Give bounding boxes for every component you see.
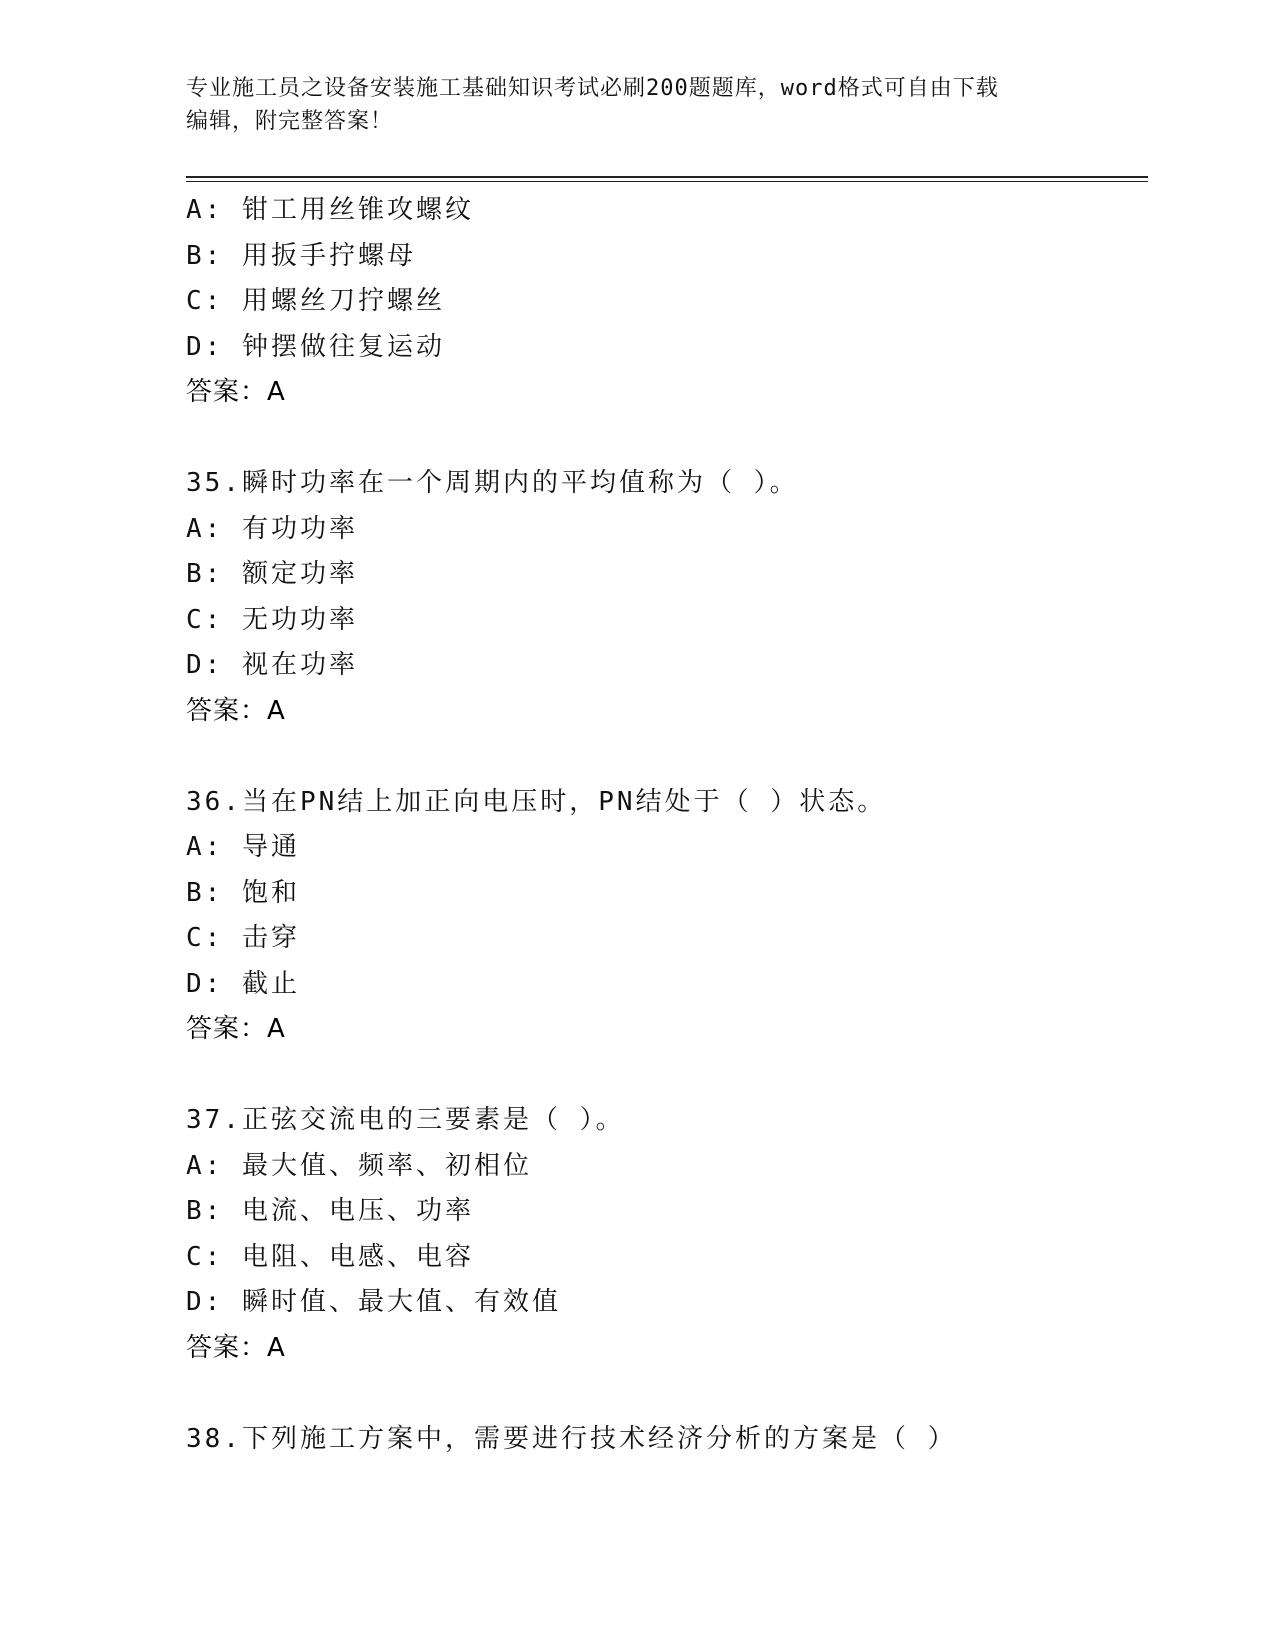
- option-d: D: 钟摆做往复运动: [186, 331, 445, 362]
- option-b: B: 用扳手拧螺母: [186, 240, 416, 271]
- answer-line: 答案：A: [186, 695, 286, 726]
- option-d: D: 瞬时值、最大值、有效值: [186, 1287, 561, 1317]
- option-a: A: 最大值、频率、初相位: [186, 1150, 532, 1181]
- option-c: C: 电阻、电感、电容: [186, 1241, 474, 1272]
- question-stem: 38.下列施工方案中，需要进行技术经济分析的方案是（ ）: [186, 1423, 957, 1454]
- spacer: [186, 1371, 1146, 1417]
- document-header: [186, 72, 1066, 138]
- answer-line: 答案：A: [186, 1014, 286, 1044]
- question-block-38: [186, 1417, 1146, 1463]
- question-block-37: [186, 1098, 1146, 1371]
- option-c: C: 击穿: [186, 923, 300, 953]
- question-stem: 37.正弦交流电的三要素是（ ）。: [186, 1105, 625, 1135]
- question-stem: 36.当在PN结上加正向电压时，PN结处于（ ）状态。: [186, 786, 887, 817]
- option-d: D: 视在功率: [186, 650, 358, 680]
- question-block-36: [186, 780, 1146, 1053]
- spacer: [186, 1053, 1146, 1099]
- spacer: [186, 734, 1146, 780]
- header-line-1: 专业施工员之设备安装施工基础知识考试必刷200题题库，word格式可自由下载: [186, 76, 999, 101]
- option-a: A: 导通: [186, 832, 300, 862]
- option-c: C: 无功功率: [186, 604, 358, 635]
- option-c: C: 用螺丝刀拧螺丝: [186, 286, 445, 316]
- answer-line: 答案：A: [186, 1332, 286, 1363]
- option-a: A: 钳工用丝锥攻螺纹: [186, 195, 474, 225]
- question-block-34: [186, 188, 1146, 416]
- question-block-35: [186, 461, 1146, 734]
- header-line-2: 编辑，附完整答案！: [186, 109, 394, 134]
- header-divider-thick: [186, 176, 1148, 178]
- question-stem: 35.瞬时功率在一个周期内的平均值称为（ ）。: [186, 468, 799, 498]
- spacer: [186, 416, 1146, 462]
- option-b: B: 额定功率: [186, 559, 358, 589]
- option-d: D: 截止: [186, 968, 300, 999]
- option-b: B: 饱和: [186, 877, 300, 908]
- answer-line: 答案：A: [186, 377, 286, 407]
- question-list: [186, 188, 1146, 1462]
- header-divider-thin: [186, 181, 1148, 182]
- option-a: A: 有功功率: [186, 513, 358, 544]
- option-b: B: 电流、电压、功率: [186, 1196, 474, 1226]
